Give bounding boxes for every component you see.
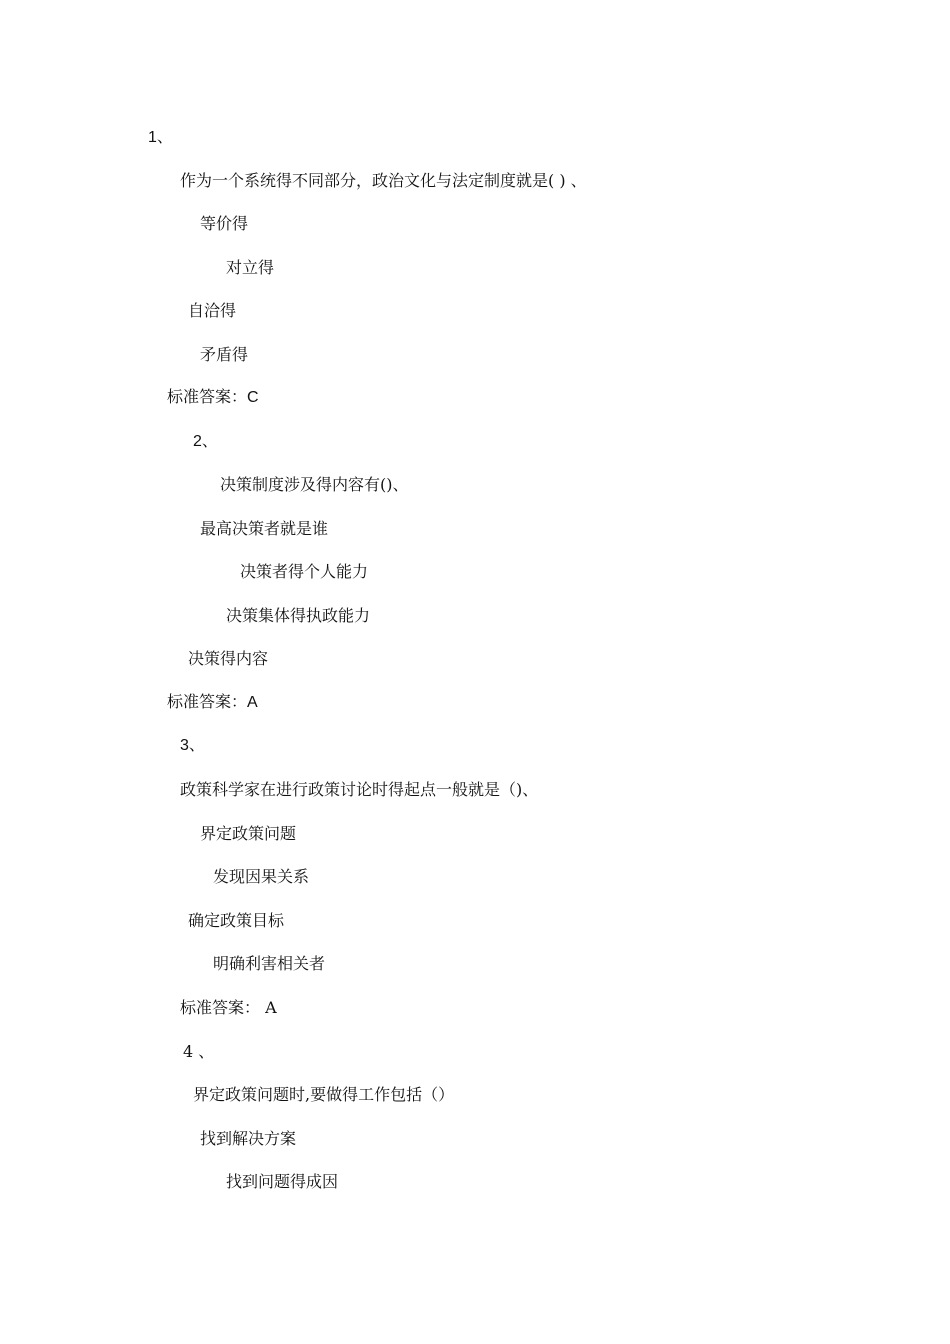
option-text: 最高决策者就是谁 [200,519,329,538]
question-stem: 作为一个系统得不同部分，政治文化与法定制度就是( ) 、 [180,171,587,190]
option-text: 确定政策目标 [188,911,285,930]
standard-answer: 标准答案： A [180,998,277,1017]
option-text: 界定政策问题 [200,824,297,843]
question-number: 3、 [180,737,205,754]
standard-answer: 标准答案：C [167,389,259,406]
option-text: 发现因果关系 [213,867,310,886]
question-number: 4 、 [183,1042,215,1061]
option-text: 对立得 [226,258,275,277]
option-text: 矛盾得 [200,345,249,364]
option-text: 明确利害相关者 [213,954,326,973]
option-text: 找到解决方案 [200,1129,297,1148]
option-text: 决策者得个人能力 [240,562,369,581]
question-number: 2、 [193,433,218,450]
option-text: 等价得 [200,214,249,233]
question-number: 1、 [148,129,173,146]
question-stem: 界定政策问题时,要做得工作包括（） [193,1085,455,1104]
question-stem: 决策制度涉及得内容有()、 [220,475,409,494]
option-text: 自洽得 [188,301,237,320]
option-text: 决策得内容 [188,649,269,668]
option-text: 决策集体得执政能力 [226,606,371,625]
option-text: 找到问题得成因 [226,1172,339,1191]
standard-answer: 标准答案：A [167,694,258,711]
question-stem: 政策科学家在进行政策讨论时得起点一般就是（)、 [180,780,539,799]
